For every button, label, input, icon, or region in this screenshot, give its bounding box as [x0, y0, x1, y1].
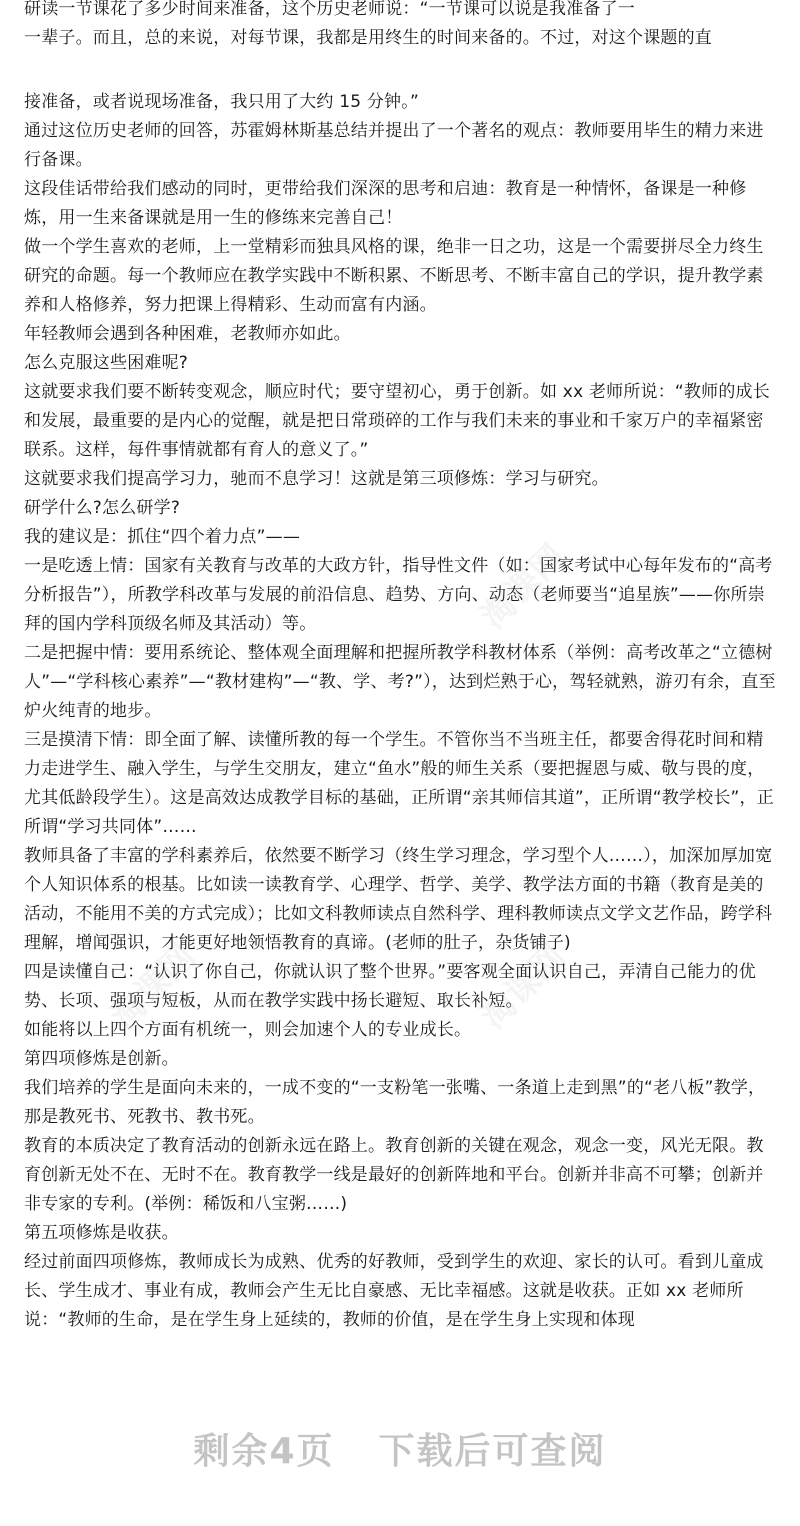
paragraph: 年轻教师会遇到各种困难，老教师亦如此。: [24, 324, 351, 344]
remaining-pages-label: 剩余4页: [193, 1431, 335, 1472]
document-body: [24, 88, 778, 1335]
paragraph: 研学什么?怎么研学?: [24, 498, 181, 518]
paragraph: 我们培养的学生是面向未来的，一成不变的“一支粉笔一张嘴、一条道上走到黑”的“老八板”教学，那是教死书、死教书、教书死。: [24, 1078, 766, 1127]
paragraph: 二是把握中情：要用系统论、整体观全面理解和把握所教学科教材体系（举例：高考改革之“立德树人”—“学科核心素养”—“教材建构”—“教、学、考?”），达到烂熟于心，驾轻就熟，游刃有余，直至炉火纯青的地步。: [24, 643, 776, 721]
paragraph: 这段佳话带给我们感动的同时，更带给我们深深的思考和启迪：教育是一种情怀，备课是一种修炼，用一生来备课就是用一生的修练来完善自己！: [24, 179, 747, 228]
paragraph: 四是读懂自己：“认识了你自己，你就认识了整个世界。”要客观全面认识自己，弄清自己能力的优势、长项、强项与短板，从而在教学实践中扬长避短、取长补短。: [24, 962, 756, 1011]
paragraph: 这就要求我们提高学习力，驰而不息学习！这就是第三项修炼：学习与研究。: [24, 469, 609, 489]
paragraph: 我的建议是：抓住“四个着力点”——: [24, 527, 301, 547]
previous-page-tail: [24, 0, 778, 53]
paragraph: 第五项修炼是收获。: [24, 1223, 179, 1243]
paragraph: 如能将以上四个方面有机统一，则会加速个人的专业成长。: [24, 1020, 472, 1040]
paragraph: 这就要求我们要不断转变观念，顺应时代；要守望初心，勇于创新。如 xx 老师所说：“教师的成长和发展，最重要的是内心的觉醒，就是把日常琐碎的工作与我们未来的事业和千家万户的幸福紧密联系。这样，每件事情就都有育人的意义了。”: [24, 382, 770, 460]
text-line: 研读一节课花了多少时间来准备，这个历史老师说：“一节课可以说是我准备了一: [24, 0, 636, 19]
paragraph: 做一个学生喜欢的老师，上一堂精彩而独具风格的课，绝非一日之功，这是一个需要拼尽全力终生研究的命题。每一个教师应在教学实践中不断积累、不断思考、不断丰富自己的学识，提升教学素养和人格修养，努力把课上得精彩、生动而富有内涵。: [24, 237, 764, 315]
watermark: 淘课网: [473, 936, 574, 1038]
download-to-view-label: 下载后可查阅: [378, 1431, 607, 1472]
paragraph: 第四项修炼是创新。: [24, 1049, 179, 1069]
paragraph: 怎么克服这些困难呢?: [24, 353, 189, 373]
watermark: 淘课网: [473, 536, 574, 638]
paragraph: 通过这位历史老师的回答，苏霍姆林斯基总结并提出了一个著名的观点：教师要用毕生的精力来进行备课。: [24, 121, 764, 170]
download-prompt-banner[interactable]: [0, 1424, 800, 1480]
watermark: 淘课网: [103, 936, 204, 1038]
paragraph: 经过前面四项修炼，教师成长为成熟、优秀的好教师，受到学生的欢迎、家长的认可。看到儿童成长、学生成才、事业有成，教师会产生无比自豪感、无比幸福感。这就是收获。正如 xx 老师所说：“教师的生命，是在学生身上延续的，教师的价值，是在学生身上实现和体现: [24, 1252, 764, 1330]
paragraph: 接准备，或者说现场准备，我只用了大约 15 分钟。”: [24, 92, 419, 112]
text-line: 一辈子。而且，总的来说，对每节课，我都是用终生的时间来备的。不过，对这个课题的直: [24, 28, 712, 48]
paragraph: 教师具备了丰富的学科素养后，依然要不断学习（终生学习理念，学习型个人……），加深加厚加宽个人知识体系的根基。比如读一读教育学、心理学、哲学、美学、教学法方面的书籍（教育是美的活动，不能用不美的方式完成）；比如文科教师读点自然科学、理科教师读点文学文艺作品，跨学科理解，增闻强识，才能更好地领悟教育的真谛。(老师的肚子，杂货铺子): [24, 846, 773, 953]
paragraph: 一是吃透上情：国家有关教育与改革的大政方针，指导性文件（如：国家考试中心每年发布的“高考分析报告”），所教学科改革与发展的前沿信息、趋势、方向、动态（老师要当“追星族”——你所崇拜的国内学科顶级名师及其活动）等。: [24, 556, 773, 634]
paragraph: 三是摸清下情：即全面了解、读懂所教的每一个学生。不管你当不当班主任，都要舍得花时间和精力走进学生、融入学生，与学生交朋友，建立“鱼水”般的师生关系（要把握恩与威、敬与畏的度，尤其低龄段学生）。这是高效达成教学目标的基础，正所谓“亲其师信其道”，正所谓“教学校长”，正所谓“学习共同体”……: [24, 730, 774, 837]
paragraph: 教育的本质决定了教育活动的创新永远在路上。教育创新的关键在观念，观念一变，风光无限。教育创新无处不在、无时不在。教育教学一线是最好的创新阵地和平台。创新并非高不可攀；创新并非专家的专利。(举例：稀饭和八宝粥……): [24, 1136, 764, 1214]
